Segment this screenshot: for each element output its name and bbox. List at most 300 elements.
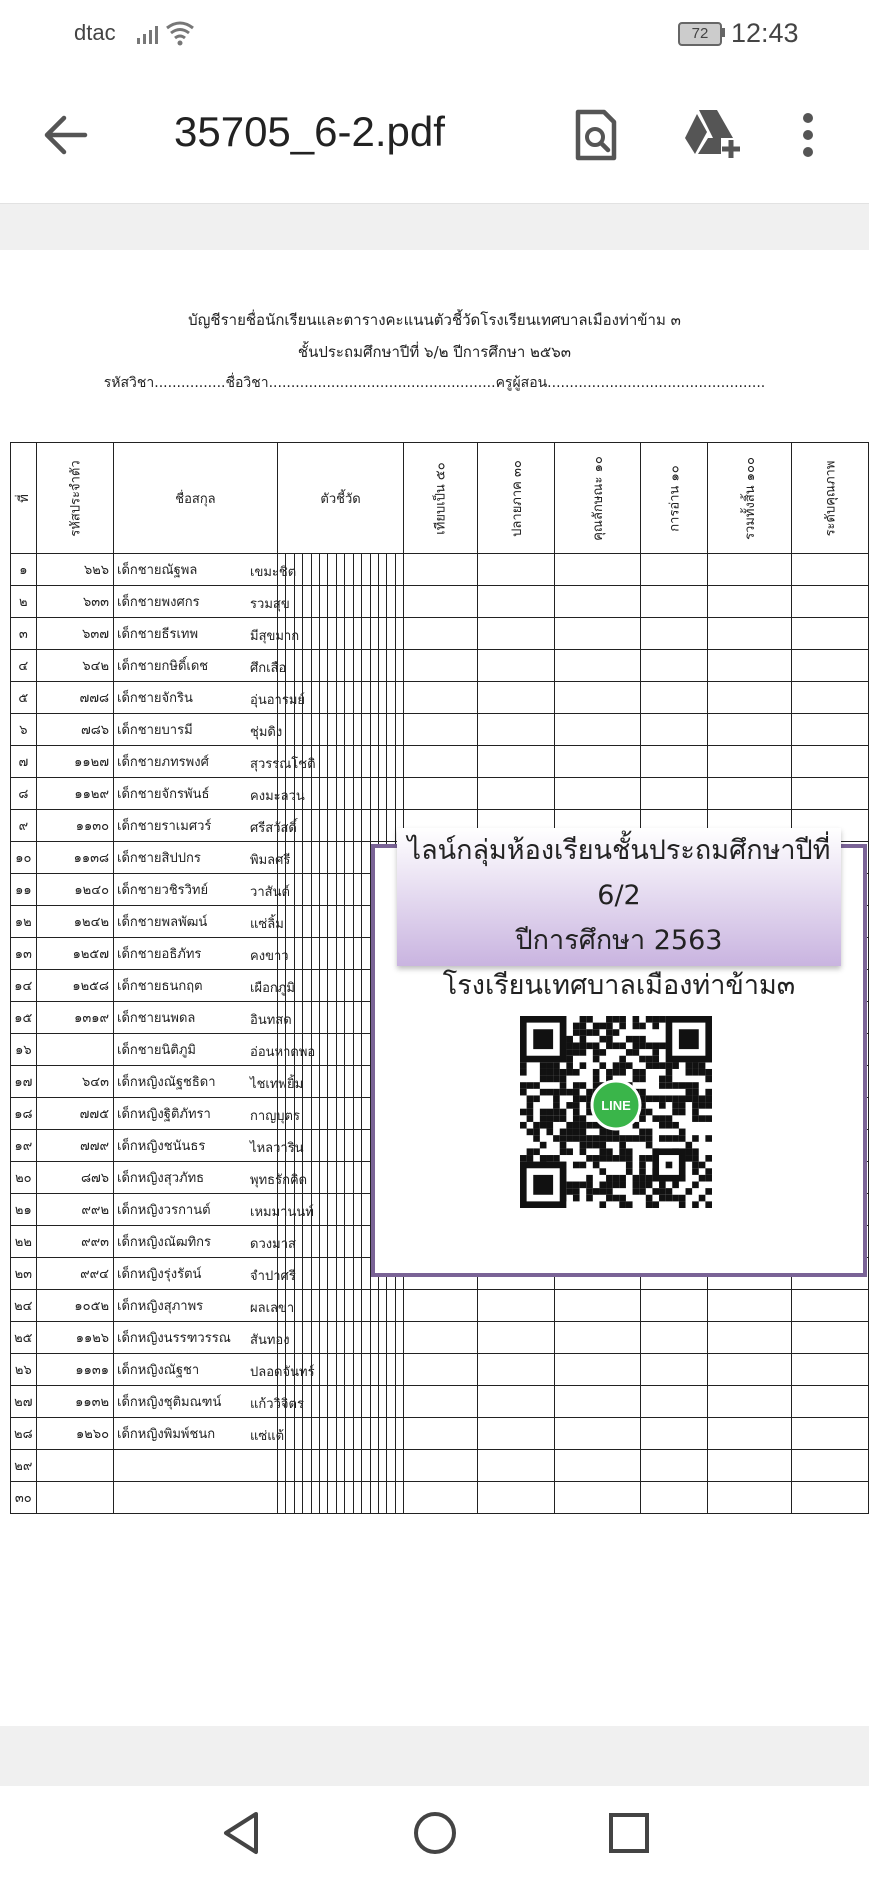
score-cell [294,650,302,682]
score-cell [328,874,336,906]
nav-home-circle-icon[interactable] [412,1808,458,1858]
score-cell [640,1290,707,1322]
score-cell [336,1034,344,1066]
first-name: เด็กหญิงสุภาพร [117,1299,204,1314]
row-number: ๑๗ [11,1066,37,1098]
score-cell [353,586,361,618]
score-cell [294,1002,302,1034]
header-score-0-label: เทียบเป็น ๕๐ [433,461,449,535]
score-cell [362,714,370,746]
student-name [114,746,316,778]
score-cell [477,746,555,778]
table-row [11,1322,869,1354]
more-vert-icon[interactable] [800,110,816,160]
score-cell [640,714,707,746]
score-cell [404,778,477,810]
score-cell [404,586,477,618]
score-cell [708,1354,792,1386]
score-cell [370,1386,378,1418]
score-cell [319,1450,327,1482]
first-name: เด็กชายพลพัฒน์ [117,915,208,930]
score-cell [387,554,395,586]
doc-heading-3: รหัสวิชา................ชื่อวิชา...................................................ครูผู้สอน................................................. [103,375,766,391]
row-number: ๖ [11,714,37,746]
nav-recents-square-icon[interactable] [606,1808,652,1858]
score-cell [395,1354,403,1386]
first-name: เด็กหญิงชนันธร [117,1139,206,1154]
score-cell [319,1066,327,1098]
table-row [11,554,869,586]
score-cell [370,1482,378,1514]
score-cell [353,682,361,714]
score-cell [395,778,403,810]
score-cell [336,938,344,970]
score-cell [708,746,792,778]
score-cell [319,778,327,810]
score-cell [477,1482,555,1514]
score-cell [336,842,344,874]
row-number: ๗ [11,746,37,778]
table-row [11,682,869,714]
score-cell [362,1034,370,1066]
score-cell [353,938,361,970]
score-cell [336,682,344,714]
score-cell [477,682,555,714]
score-cell [311,1322,319,1354]
score-cell [328,746,336,778]
score-cell [362,1258,370,1290]
table-row [11,650,869,682]
score-cell [404,554,477,586]
score-cell [328,1418,336,1450]
score-cell [345,1226,353,1258]
score-cell [477,554,555,586]
score-cell [395,1450,403,1482]
score-cell [319,650,327,682]
score-cell [311,586,319,618]
score-cell [311,1418,319,1450]
score-cell [345,810,353,842]
score-cell [555,714,641,746]
last-name: แก้ววิจิตร [250,1397,304,1412]
score-cell [328,618,336,650]
score-cell [477,1418,555,1450]
row-number: ๑๔ [11,970,37,1002]
score-cell [362,778,370,810]
score-cell [362,1130,370,1162]
score-cell [336,1386,344,1418]
score-cell [311,650,319,682]
student-name [114,714,283,746]
score-cell [303,650,311,682]
score-cell [294,970,302,1002]
doc-heading-1: บัญชีรายชื่อนักเรียนและตารางคะแนนตัวชี้วัดโรงเรียนเทศบาลเมืองท่าข้าม ๓ [188,311,681,329]
score-cell [378,1418,386,1450]
score-cell [362,618,370,650]
score-cell [792,586,869,618]
header-score-1-label: ปลายภาค ๓๐ [509,459,525,537]
score-cell [378,1290,386,1322]
score-cell [294,842,302,874]
score-cell [555,650,641,682]
score-cell [792,778,869,810]
header-score-5 [792,443,869,554]
pdf-page[interactable] [0,250,869,1726]
student-id: ๗๗๙ [36,1130,113,1162]
score-cell [378,1322,386,1354]
score-cell [378,1354,386,1386]
last-name: พิมลศรี [250,853,291,868]
score-cell [345,586,353,618]
student-id: ๖๒๖ [36,554,113,586]
nav-back-triangle-icon[interactable] [218,1808,264,1858]
score-cell [303,1322,311,1354]
score-cell [353,1130,361,1162]
last-name: ชุ่มดิง [250,725,283,740]
score-cell [336,1258,344,1290]
student-id: ๗๗๕ [36,1098,113,1130]
first-name: เด็กชายจักรพันธ์ [117,787,210,802]
score-cell [319,586,327,618]
score-cell [370,1354,378,1386]
score-cell [708,778,792,810]
score-cell [319,1194,327,1226]
score-cell [640,1386,707,1418]
first-name: เด็กชายพงศกร [117,595,200,610]
score-cell [345,1418,353,1450]
score-cell [345,1130,353,1162]
first-name: เด็กหญิงรุ่งรัตน์ [117,1267,202,1282]
score-cell [792,1418,869,1450]
score-cell [555,618,641,650]
score-cell [555,682,641,714]
score-cell [378,778,386,810]
score-cell [328,1002,336,1034]
score-cell [362,746,370,778]
score-cell [336,970,344,1002]
score-cell [311,554,319,586]
score-cell [640,1450,707,1482]
score-cell [319,1258,327,1290]
score-cell [328,1258,336,1290]
header-no [11,443,37,554]
score-cell [353,1386,361,1418]
score-cell [319,970,327,1002]
score-cell [378,810,386,842]
student-name [114,1258,296,1290]
row-number: ๒๗ [11,1386,37,1418]
score-cell [378,1386,386,1418]
score-cell [294,1290,302,1322]
score-cell [362,682,370,714]
score-cell [640,650,707,682]
last-name: แซ่แต้ [250,1429,285,1444]
score-cell [328,1290,336,1322]
last-name: เผือกภูมิ [250,981,295,996]
score-cell [286,906,294,938]
score-cell [319,906,327,938]
row-number: ๒๓ [11,1258,37,1290]
first-name: เด็กชายกษิดิ์เดช [117,659,209,674]
score-cell [328,810,336,842]
row-number: ๒๖ [11,1354,37,1386]
first-name: เด็กหญิงนรรฑวรรณ [117,1331,231,1346]
score-cell [378,618,386,650]
row-number: ๑๕ [11,1002,37,1034]
score-cell [345,1002,353,1034]
header-score-4-label: รวมทั้งสิ้น ๑๐๐ [743,456,759,540]
score-cell [311,1226,319,1258]
score-cell [311,842,319,874]
score-cell [708,586,792,618]
score-cell [345,714,353,746]
student-id: ๑๑๓๒ [36,1386,113,1418]
score-cell [387,1386,395,1418]
line-group-banner [397,828,841,1001]
score-cell [362,810,370,842]
add-to-drive-icon[interactable] [683,108,743,158]
score-cell [362,1162,370,1194]
row-number: ๕ [11,682,37,714]
score-cell [477,618,555,650]
status-bar [0,0,869,68]
score-cell [792,746,869,778]
table-row [11,1418,869,1450]
student-name [114,938,289,970]
score-cell [319,714,327,746]
last-name: คงขาว [250,949,289,964]
score-cell [294,906,302,938]
score-cell [303,1290,311,1322]
score-cell [792,1450,869,1482]
score-cell [395,586,403,618]
score-cell [319,938,327,970]
score-cell [404,1386,477,1418]
score-cell [362,1290,370,1322]
score-cell [319,1290,327,1322]
row-number: ๒๑ [11,1194,37,1226]
score-cell [370,554,378,586]
score-cell [311,1098,319,1130]
score-cell [286,1418,294,1450]
find-in-page-icon[interactable] [572,108,620,162]
score-cell [328,1130,336,1162]
table-row [11,746,869,778]
score-cell [362,1482,370,1514]
score-cell [345,1258,353,1290]
score-cell [303,1226,311,1258]
header-score-3-label: การอ่าน ๑๐ [667,464,683,532]
score-cell [555,1290,641,1322]
last-name: ศรีสวัสดิ์ [250,821,297,836]
score-cell [387,586,395,618]
score-cell [362,1450,370,1482]
student-id: ๑๓๑๙ [36,1002,113,1034]
score-cell [336,1098,344,1130]
header-no-label: ที่ [16,493,32,503]
score-cell [477,1450,555,1482]
student-id: ๑๑๓๘ [36,842,113,874]
score-cell [555,778,641,810]
score-cell [286,1482,294,1514]
score-cell [336,906,344,938]
score-cell [362,906,370,938]
score-cell [378,554,386,586]
header-score-3 [640,443,707,554]
first-name: เด็กชายนิติภูมิ [117,1043,196,1058]
score-cell [336,778,344,810]
student-name [114,1002,292,1034]
score-cell [328,554,336,586]
score-cell [362,650,370,682]
last-name: แซ่ลิ้ม [250,917,284,932]
score-cell [286,714,294,746]
score-cell [640,778,707,810]
score-cell [311,618,319,650]
score-cell [370,778,378,810]
header-score-1 [477,443,555,554]
score-cell [404,682,477,714]
score-cell [353,810,361,842]
score-cell [336,746,344,778]
student-name [114,1226,296,1258]
score-cell [792,1354,869,1386]
score-cell [303,938,311,970]
score-cell [387,1482,395,1514]
score-cell [336,1226,344,1258]
row-number: ๒ [11,586,37,618]
row-number: ๑๑ [11,874,37,906]
score-cell [378,650,386,682]
banner-line-1: ไลน์กลุ่มห้องเรียนชั้นประถมศึกษาปีที่ 6/2 [407,835,831,911]
score-cell [311,1482,319,1514]
arrow-left-icon[interactable] [40,110,90,160]
score-cell [336,1194,344,1226]
score-cell [362,874,370,906]
score-cell [353,1450,361,1482]
score-cell [792,618,869,650]
score-cell [395,1322,403,1354]
score-cell [328,650,336,682]
student-name [114,1290,295,1322]
student-name [114,1194,314,1226]
score-cell [328,1450,336,1482]
score-cell [477,778,555,810]
student-id: ๑๑๒๖ [36,1322,113,1354]
score-cell [353,1418,361,1450]
row-number: ๑๙ [11,1130,37,1162]
last-name: วาสันต์ [250,885,290,900]
score-cell [319,1418,327,1450]
score-cell [362,1226,370,1258]
score-cell [404,746,477,778]
score-cell [404,1418,477,1450]
score-cell [328,906,336,938]
student-name [114,1034,316,1066]
score-cell [336,1450,344,1482]
score-cell [370,714,378,746]
score-cell [370,682,378,714]
student-id [36,1450,113,1482]
score-cell [336,714,344,746]
score-cell [353,874,361,906]
student-name [114,1162,308,1194]
score-cell [792,554,869,586]
student-name [114,874,290,906]
score-cell [353,746,361,778]
score-cell [370,810,378,842]
row-number: ๘ [11,778,37,810]
student-id: ๑๒๔๒ [36,906,113,938]
first-name: เด็กหญิงชุติมณฑน์ [117,1395,222,1410]
score-cell [345,1098,353,1130]
score-cell [708,1386,792,1418]
first-name: เด็กหญิงณัฐชธิดา [117,1075,216,1090]
row-number: ๒๒ [11,1226,37,1258]
score-cell [319,1322,327,1354]
score-cell [311,1258,319,1290]
score-cell [362,1322,370,1354]
table-row [11,1450,869,1482]
header-score-2 [555,443,641,554]
score-cell [319,682,327,714]
student-id: ๙๙๓ [36,1226,113,1258]
score-cell [477,586,555,618]
score-cell [294,714,302,746]
header-name [114,443,278,554]
score-cell [353,1258,361,1290]
banner-line-3: โรงเรียนเทศบาลเมืองท่าข้าม๓ [442,970,796,1001]
row-number: ๓ [11,618,37,650]
score-cell [345,1354,353,1386]
score-cell [294,1418,302,1450]
student-id: ๙๙๔ [36,1258,113,1290]
score-cell [345,1450,353,1482]
last-name: คงมะลวน [250,789,305,804]
score-cell [336,1322,344,1354]
student-name [114,586,290,618]
score-cell [303,1418,311,1450]
score-cell [353,1162,361,1194]
score-cell [336,874,344,906]
first-name: เด็กหญิงสุวภัทธ [117,1171,205,1186]
first-name: เด็กหญิงวรกานต์ [117,1203,211,1218]
banner-line-2: ปีการศึกษา 2563 [515,925,723,956]
first-name: เด็กหญิงณัฒทิกร [117,1235,212,1250]
score-cell [353,554,361,586]
score-cell [311,1450,319,1482]
score-cell [555,1482,641,1514]
score-cell [792,1386,869,1418]
score-cell [640,554,707,586]
score-cell [362,1418,370,1450]
score-cell [311,1130,319,1162]
score-cell [319,618,327,650]
score-cell [319,1034,327,1066]
table-row [11,778,869,810]
score-cell [370,746,378,778]
row-number: ๓๐ [11,1482,37,1514]
score-cell [345,1322,353,1354]
score-cell [311,938,319,970]
score-cell [395,714,403,746]
header-student-id [36,443,113,554]
score-cell [353,1034,361,1066]
score-cell [303,618,311,650]
last-name: ผลเลขา [250,1301,295,1316]
first-name: เด็กชายจักริน [117,691,193,706]
score-cell [378,586,386,618]
